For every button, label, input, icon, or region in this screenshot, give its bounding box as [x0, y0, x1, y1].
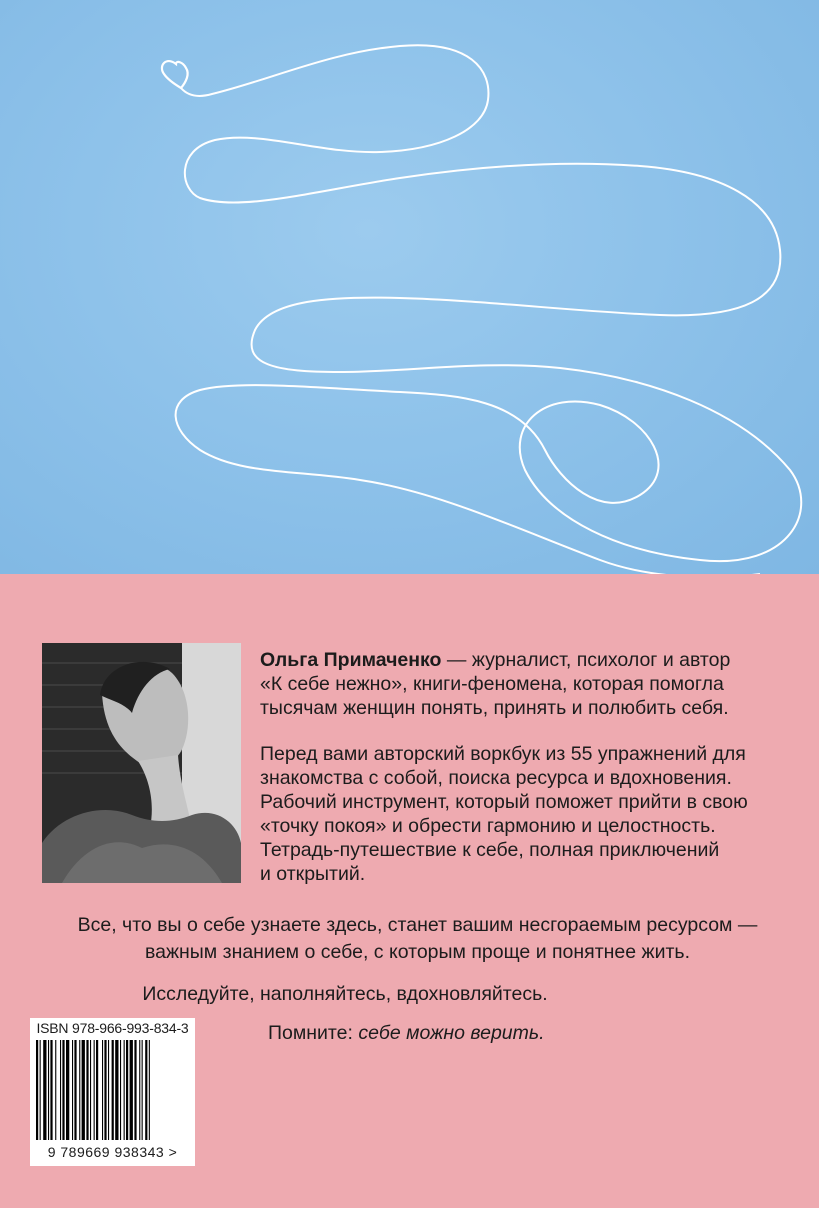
ean-digits: 9 789669 938343 > [47, 1144, 178, 1160]
remember-line [268, 1022, 545, 1045]
author-bio [260, 648, 819, 720]
book-description: Перед вами авторский воркбук из 55 упражнений для знакомства с собой, поиска ресурса и вдохновения. Рабочий инструмент, который поможет прийти в свою «точку покоя» и обрести гармонию и целостность. Тетрадь-путешествие к себе, полная приключений и открытий. [260, 743, 748, 885]
author-photo [42, 643, 241, 883]
author-bio-text: — журналист, психолог и автор «К себе нежно», книги-феномена, которая помогла тысячам женщин понять, принять и полюбить себя. [260, 649, 731, 719]
remember-prefix: Помните: [268, 1022, 359, 1044]
remember-italic: себе можно верить. [358, 1022, 545, 1044]
quote-text: Все, что вы о себе узнаете здесь, станет вашим несгораемым ресурсом — важным знанием о себе, с которым проще и понятнее жить. [77, 914, 758, 963]
cover-top-blue-area [0, 0, 819, 574]
call-to-action: Исследуйте, наполняйтесь, вдохновляйтесь. [142, 983, 548, 1005]
author-name: Ольга Примаченко [260, 649, 442, 671]
heart-line-icon [0, 0, 819, 574]
isbn-label: ISBN 978-966-993-834-3 [36, 1020, 189, 1036]
barcode-block [30, 1018, 195, 1166]
barcode-icon [36, 1040, 189, 1144]
